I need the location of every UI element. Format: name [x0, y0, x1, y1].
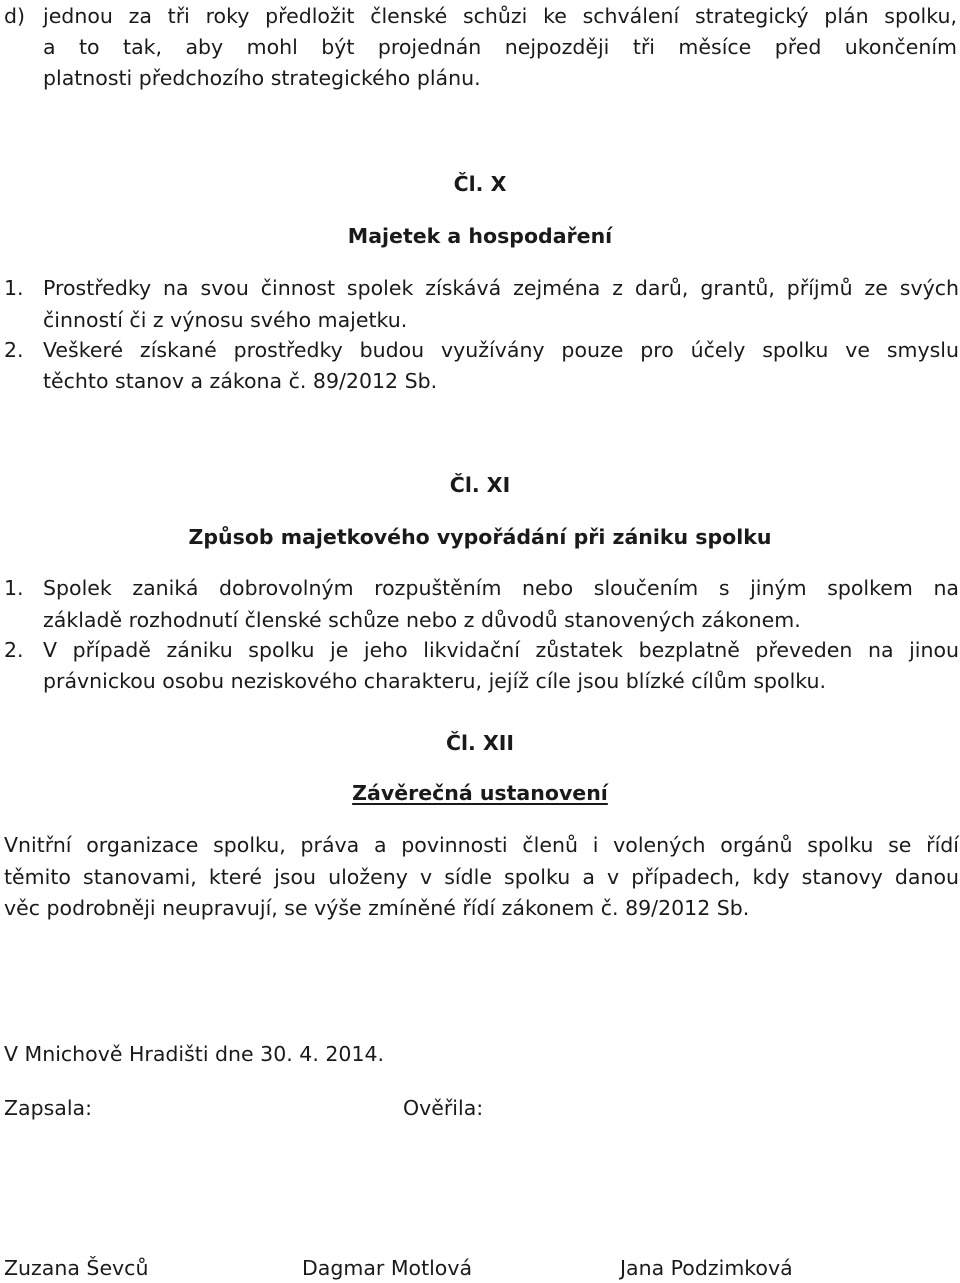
paragraph-line: věc podrobněji neupravují, se výše zmíněné řídí zákonem č. 89/2012 Sb.: [4, 896, 750, 920]
signatory-name: Dagmar Motlová: [302, 1256, 473, 1280]
paragraph-line: Vnitřní organizace spolku, práva a povinnosti členů i volených orgánů spolku se řídí: [4, 833, 959, 857]
verified-by-label: Ověřila:: [403, 1096, 484, 1120]
list-item-text: Veškeré získané prostředky budou využívány pouze pro účely spolku ve smyslu: [43, 338, 959, 362]
article-title: [0, 783, 960, 804]
list-marker: 2.: [4, 638, 24, 662]
list-item-text: jednou za tři roky předložit členské schůzi ke schválení strategický plán spolku,: [43, 4, 957, 28]
list-item-text: činností či z výnosu svého majetku.: [43, 308, 408, 332]
list-item-text: Spolek zaniká dobrovolným rozpuštěním nebo sloučením s jiným spolkem na: [43, 576, 959, 600]
list-item-text: V případě zániku spolku je jeho likvidační zůstatek bezplatně převeden na jinou: [43, 638, 959, 662]
signatory-name: Zuzana Ševců: [4, 1256, 149, 1280]
signatory-name: Jana Podzimková: [620, 1256, 793, 1280]
list-marker: 1.: [4, 576, 24, 600]
article-number: Čl. XII: [445, 731, 515, 755]
article-number: Čl. XI: [449, 473, 511, 497]
recorded-by-label: Zapsala:: [4, 1096, 93, 1120]
list-item-text: platnosti předchozího strategického plánu.: [43, 66, 481, 90]
list-item-text: základě rozhodnutí členské schůze nebo z důvodů stanovených zákonem.: [43, 608, 801, 632]
article-title-text: Závěrečná ustanovení: [352, 781, 608, 805]
list-item-text: Prostředky na svou činnost spolek získává zejména z darů, grantů, příjmů ze svých: [43, 276, 959, 300]
list-item-text: a to tak, aby mohl být projednán nejpozději tři měsíce před ukončením: [43, 35, 957, 59]
place-date: V Mnichově Hradišti dne 30. 4. 2014.: [4, 1042, 385, 1066]
list-item-text: těchto stanov a zákona č. 89/2012 Sb.: [43, 369, 438, 393]
list-marker: d): [4, 4, 26, 28]
paragraph-line: těmito stanovami, které jsou uloženy v sídle spolku a v případech, kdy stanovy danou: [4, 865, 959, 889]
list-item-text: právnickou osobu neziskového charakteru, jejíž cíle jsou blízké cílům spolku.: [43, 669, 827, 693]
list-marker: 1.: [4, 276, 24, 300]
article-title: Způsob majetkového vypořádání při zániku spolku: [188, 525, 772, 549]
article-number: Čl. X: [453, 172, 507, 196]
list-marker: 2.: [4, 338, 24, 362]
article-title: Majetek a hospodaření: [347, 224, 613, 248]
